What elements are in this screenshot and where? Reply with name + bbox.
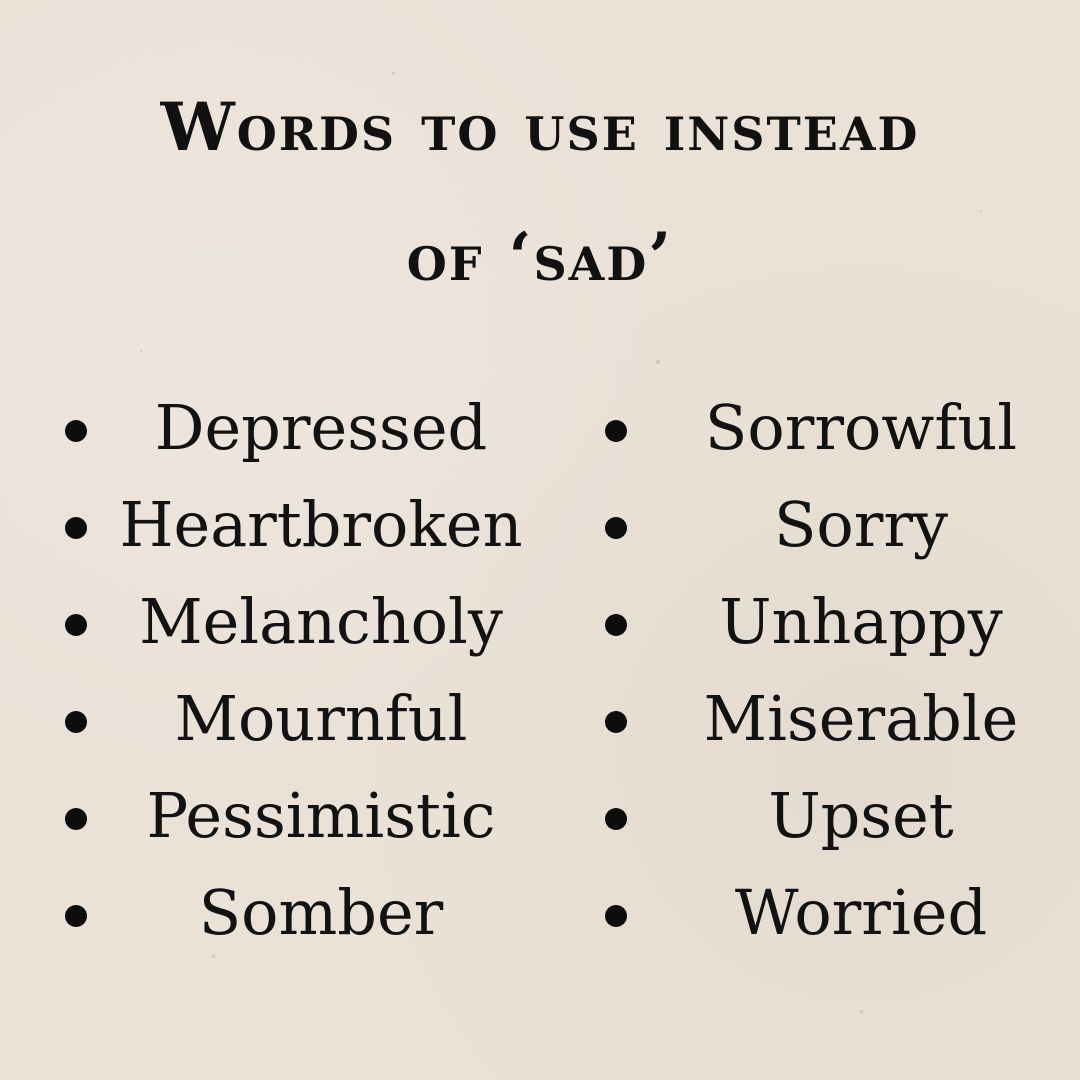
list-item	[595, 669, 1065, 766]
list-item	[595, 766, 1065, 863]
bullet-icon	[605, 517, 627, 539]
bullet-icon	[605, 711, 627, 733]
bullet-icon	[65, 905, 87, 927]
bullet-icon	[65, 517, 87, 539]
word-mournful: Mournful	[174, 682, 468, 755]
list-item	[55, 378, 525, 475]
bullet-icon	[605, 808, 627, 830]
word-unhappy: Unhappy	[719, 585, 1003, 658]
bullet-icon	[65, 420, 87, 442]
bullet-icon	[605, 614, 627, 636]
list-item	[55, 669, 525, 766]
list-item	[595, 475, 1065, 572]
bullet-icon	[65, 711, 87, 733]
bullet-icon	[65, 808, 87, 830]
title-line-1: Words to use instead	[160, 88, 920, 166]
list-item	[55, 863, 525, 960]
word-pessimistic: Pessimistic	[146, 779, 496, 852]
word-sorrowful: Sorrowful	[704, 391, 1018, 464]
left-word-list	[55, 378, 525, 960]
word-sorry: Sorry	[773, 488, 949, 561]
title-line-2: of ‘sad’	[406, 218, 674, 296]
paper-speck	[656, 360, 660, 364]
word-melancholy: Melancholy	[139, 585, 503, 658]
list-item	[595, 378, 1065, 475]
right-word-list	[595, 378, 1065, 960]
list-item	[55, 475, 525, 572]
list-item	[55, 766, 525, 863]
bullet-icon	[605, 420, 627, 442]
word-heartbroken: Heartbroken	[119, 488, 523, 561]
word-upset: Upset	[768, 779, 954, 852]
list-item	[595, 863, 1065, 960]
bullet-icon	[605, 905, 627, 927]
list-item	[595, 572, 1065, 669]
word-worried: Worried	[734, 876, 988, 949]
paper-speck	[140, 350, 142, 352]
list-item	[55, 572, 525, 669]
word-miserable: Miserable	[703, 682, 1019, 755]
bullet-icon	[65, 614, 87, 636]
word-somber: Somber	[198, 876, 444, 949]
paper-speck	[392, 72, 395, 75]
paper-speck	[860, 1010, 863, 1013]
word-depressed: Depressed	[154, 391, 488, 464]
